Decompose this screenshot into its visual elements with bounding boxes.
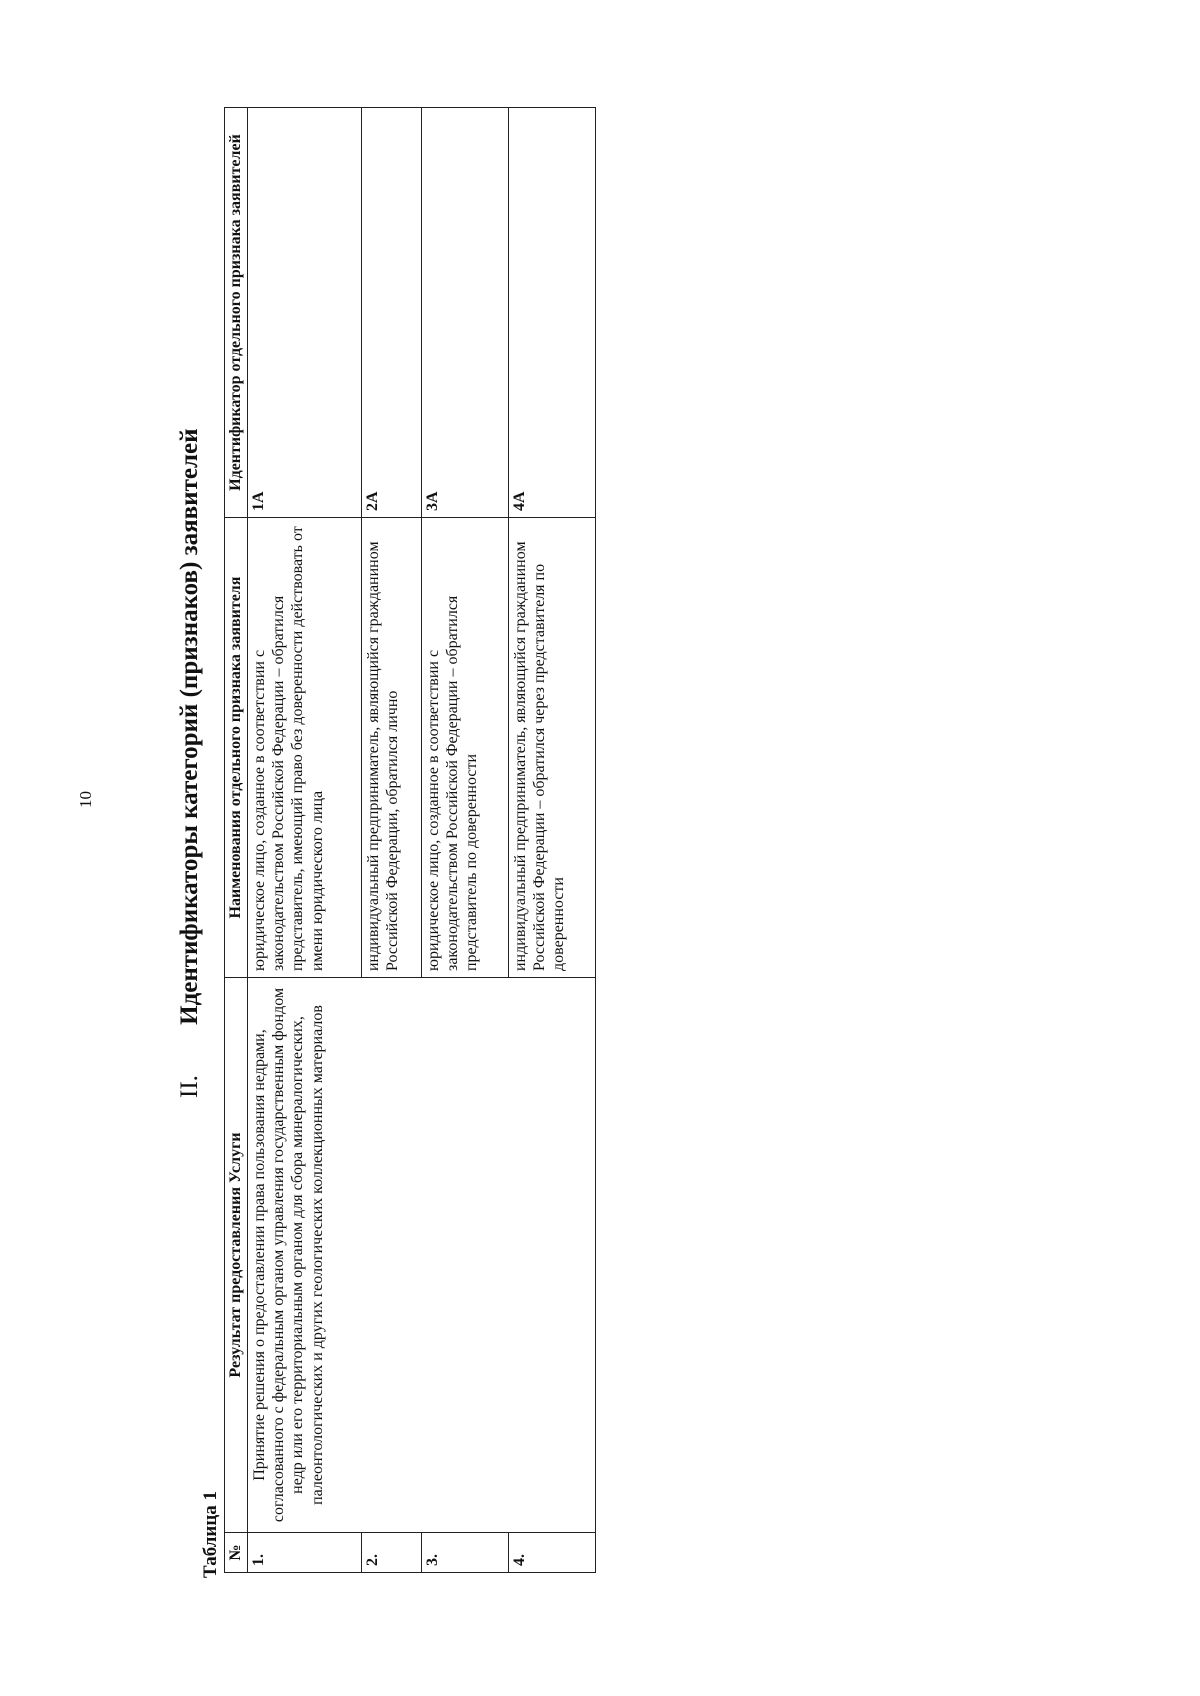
attribute-name-cell: индивидуальный предприниматель, являющийся гражданином Российской Федерации, обратился лично: [361, 518, 421, 978]
attribute-id-cell: 4А: [508, 108, 595, 518]
service-result-cell: Принятие решения о предоставлении права пользования недрами, согласованного с федеральным органом управления государственным фондом недр или его территориальным органом для сбора минералогических, палеонтологических и других геологических коллекционных материалов: [248, 978, 596, 1533]
header-number: №: [225, 1533, 248, 1573]
row-number: 3.: [421, 1533, 508, 1573]
row-number: 2.: [361, 1533, 421, 1573]
attribute-id-cell: 1А: [248, 108, 362, 518]
row-number: 1.: [248, 1533, 362, 1573]
header-result: Результат предоставления Услуги: [225, 978, 248, 1533]
table-caption: Таблица 1: [200, 1490, 221, 1578]
header-attribute-name: Наименования отдельного признака заявителя: [225, 518, 248, 978]
section-title-text: Идентификаторы категорий (признаков) заявителей: [176, 428, 203, 1025]
attribute-name-cell: индивидуальный предприниматель, являющийся гражданином Российской Федерации – обратился через представителя по доверенности: [508, 518, 595, 978]
table-row: [248, 108, 362, 1573]
rotated-page-content: [176, 108, 596, 1578]
row-number: 4.: [508, 1533, 595, 1573]
header-attribute-id: Идентификатор отдельного признака заявителей: [225, 108, 248, 518]
page-number: 10: [76, 791, 95, 808]
attribute-id-cell: 3А: [421, 108, 508, 518]
attribute-name-cell: юридическое лицо, созданное в соответствии с законодательством Российской Федерации – обратился представитель, имеющий право без доверенности действовать от имени юридического лица: [248, 518, 362, 978]
table-header-row: [225, 108, 248, 1573]
attribute-name-cell: юридическое лицо, созданное в соответствии с законодательством Российской Федерации – обратился представитель по доверенности: [421, 518, 508, 978]
applicant-identifiers-table: [224, 107, 596, 1573]
section-title: [176, 108, 204, 1098]
attribute-id-cell: 2А: [361, 108, 421, 518]
section-number: II.: [176, 1075, 203, 1098]
